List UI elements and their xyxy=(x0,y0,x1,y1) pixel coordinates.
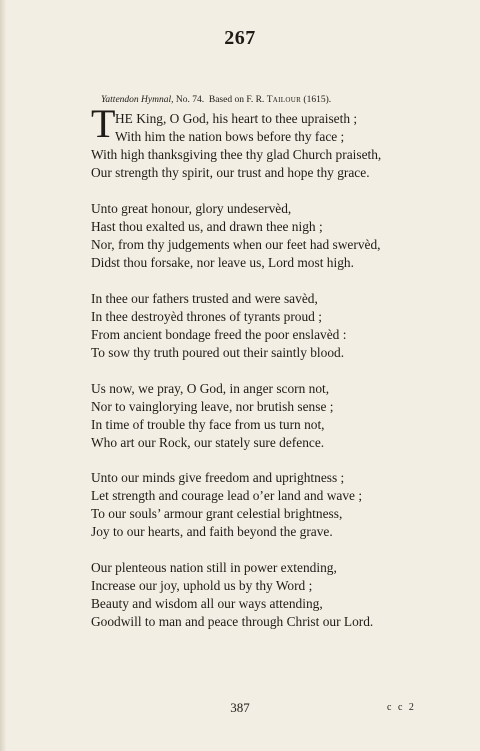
verse-line: Unto our minds give freedom and uprightness ; xyxy=(91,470,345,485)
verse-line: In time of trouble thy face from us turn not, xyxy=(91,417,325,432)
verse-line: Beauty and wisdom all our ways attending, xyxy=(91,596,323,611)
verse-line: In thee destroyèd thrones of tyrants proud ; xyxy=(91,309,322,324)
verse-line: Unto great honour, glory undeservèd, xyxy=(91,201,292,216)
verse-line: In thee our fathers trusted and were savèd, xyxy=(91,291,318,306)
stanza-4 xyxy=(91,380,421,452)
attribution xyxy=(101,95,331,105)
verse-line: HE King, O God, his heart to thee upraiseth ; xyxy=(115,111,358,126)
verse-line: Goodwill to man and peace through Christ our Lord. xyxy=(91,614,374,629)
page-edge xyxy=(0,0,6,751)
verse-line: Our strength thy spirit, our trust and hope thy grace. xyxy=(91,165,370,180)
drop-cap: T xyxy=(91,101,116,146)
verse-line: Increase our joy, uphold us by thy Word ; xyxy=(91,578,313,593)
attribution-source: Yattendon Hymnal, xyxy=(101,95,174,105)
verse-line: With him the nation bows before thy face ; xyxy=(115,129,345,144)
verse-line: Who art our Rock, our stately sure defence. xyxy=(91,435,325,450)
verse-line: Let strength and courage lead o’er land and wave ; xyxy=(91,488,363,503)
stanza-6 xyxy=(91,559,421,631)
verse-line: Didst thou forsake, nor leave us, Lord most high. xyxy=(91,255,354,270)
attribution-year: (1615). xyxy=(301,95,332,105)
verse-line: Us now, we pray, O God, in anger scorn not, xyxy=(91,381,330,396)
verse-line: To our souls’ armour grant celestial brightness, xyxy=(91,506,343,521)
stanza-3 xyxy=(91,290,421,362)
stanza-5 xyxy=(91,469,421,541)
verse-line: Joy to our hearts, and faith beyond the grave. xyxy=(91,524,333,539)
verse-line: From ancient bondage freed the poor enslavèd : xyxy=(91,327,347,342)
verse-line: Our plenteous nation still in power extending, xyxy=(91,560,337,575)
hymn-number: 267 xyxy=(224,27,256,49)
verse-line: To sow thy truth poured out their saintly blood. xyxy=(91,345,345,360)
page-number: 387 xyxy=(230,700,250,715)
verse-line: Hast thou exalted us, and drawn thee nigh ; xyxy=(91,219,323,234)
verse-line: Nor to vainglorying leave, nor brutish sense ; xyxy=(91,399,334,414)
stanza-1 xyxy=(91,110,421,182)
verse-line: With high thanksgiving thee thy glad Church praiseth, xyxy=(91,147,382,162)
attribution-number: No. 74. xyxy=(173,95,205,105)
signature-mark: c c 2 xyxy=(387,702,416,713)
stanza-2 xyxy=(91,200,421,272)
verse-line: Nor, from thy judgements when our feet had swervèd, xyxy=(91,237,381,252)
attribution-author: Tailour xyxy=(266,95,302,105)
attribution-based-prefix: Based on F. R. xyxy=(204,95,267,105)
